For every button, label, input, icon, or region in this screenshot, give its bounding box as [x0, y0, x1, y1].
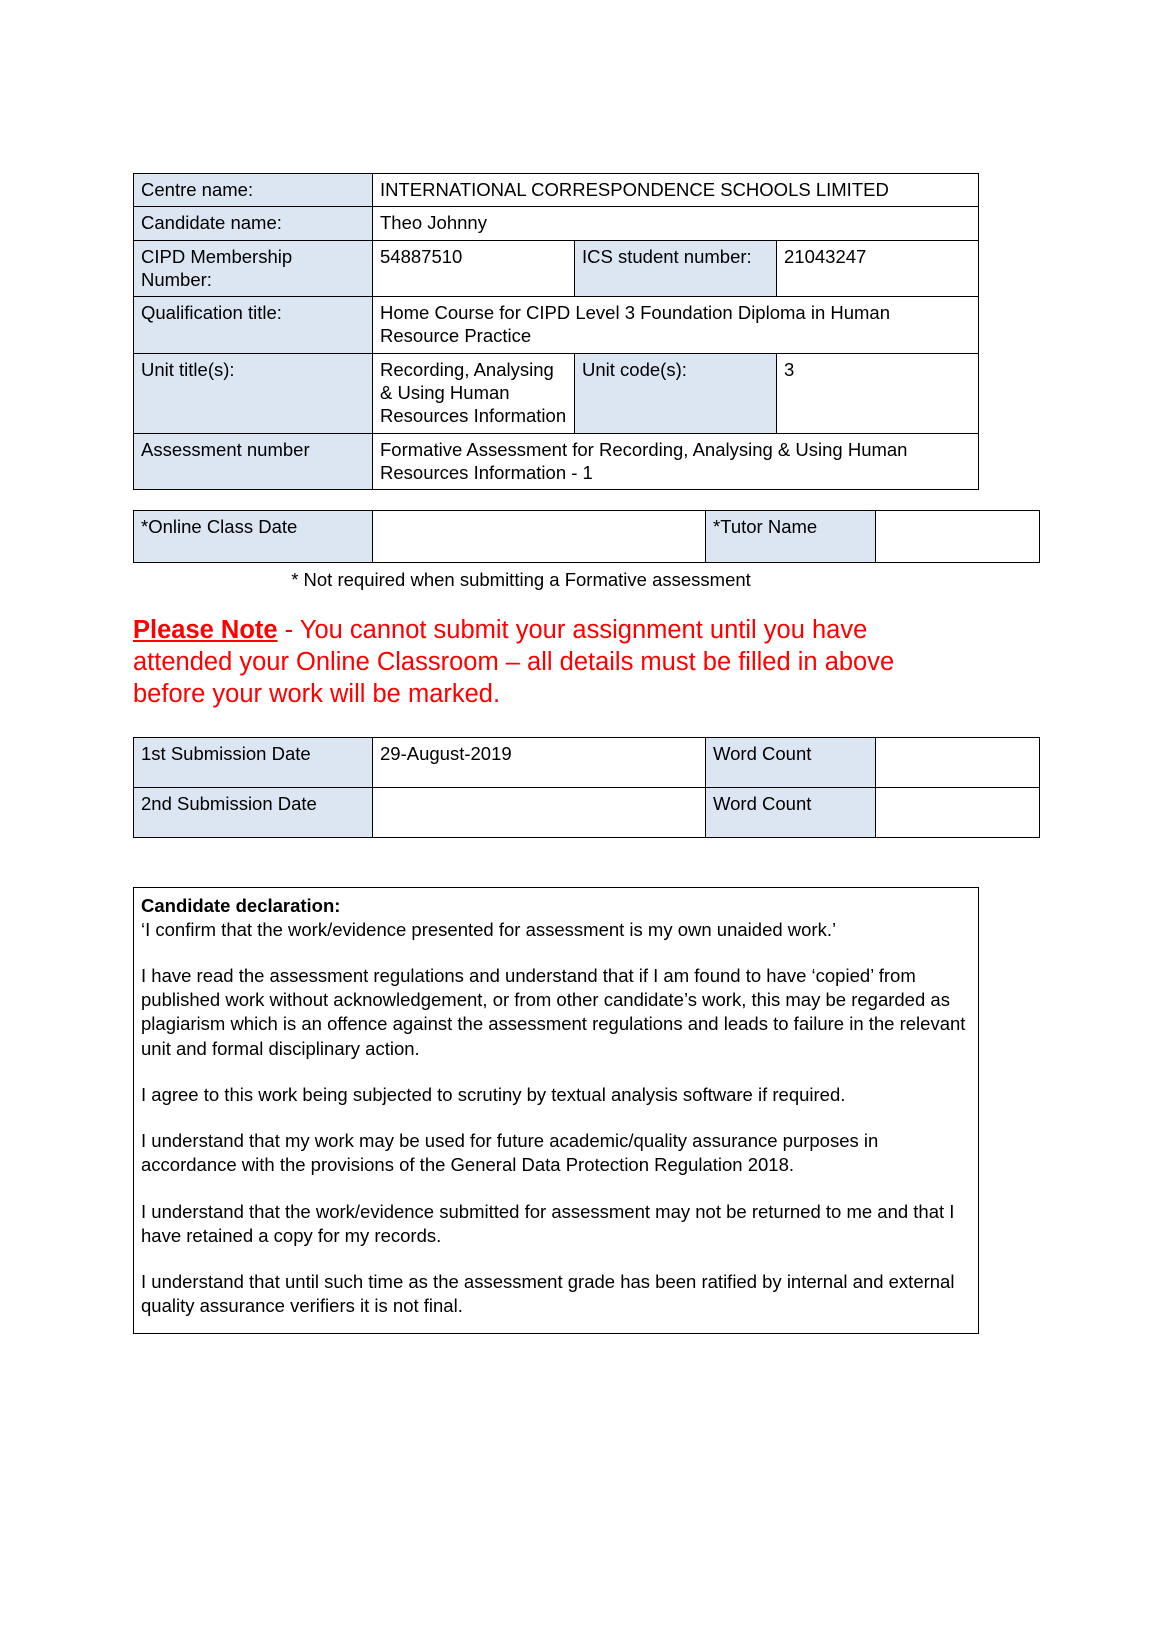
- ics-student-number-label: ICS student number:: [575, 240, 777, 297]
- tutor-name-value[interactable]: [876, 511, 1040, 563]
- declaration-paragraph-4: I understand that my work may be used for future academic/quality assurance purposes in accordance with the provisions of the General Data Protection Regulation 2018.: [141, 1130, 879, 1176]
- centre-name-label: Centre name:: [134, 174, 373, 207]
- declaration-paragraph-6: I understand that until such time as the assessment grade has been ratified by internal and external quality assurance verifiers it is not final.: [141, 1271, 955, 1317]
- please-note-text: [133, 614, 933, 711]
- assessment-details-table: [133, 173, 979, 490]
- spacer: [141, 1061, 970, 1083]
- spacer: [141, 1107, 970, 1129]
- online-class-date-label: *Online Class Date: [134, 511, 373, 563]
- candidate-declaration-title: Candidate declaration:: [141, 894, 341, 916]
- cipd-membership-number-label: CIPD Membership Number:: [134, 240, 373, 297]
- assessment-number-value[interactable]: Formative Assessment for Recording, Analysing & Using Human Resources Information - 1: [373, 433, 979, 490]
- unit-titles-value[interactable]: Recording, Analysing & Using Human Resources Information: [373, 353, 575, 433]
- declaration-paragraph-5: I understand that the work/evidence submitted for assessment may not be returned to me and that I have retained a copy for my records.: [141, 1200, 955, 1246]
- table-row: [134, 353, 979, 433]
- declaration-paragraph-3: I agree to this work being subjected to scrutiny by textual analysis software if required.: [141, 1083, 846, 1105]
- document-body: [133, 173, 979, 1334]
- first-submission-date-value[interactable]: 29-August-2019: [373, 737, 706, 787]
- unit-titles-label: Unit title(s):: [134, 353, 373, 433]
- table-row: [134, 207, 979, 240]
- second-submission-date-label: 2nd Submission Date: [134, 787, 373, 837]
- submission-table: [133, 737, 1040, 838]
- centre-name-value[interactable]: INTERNATIONAL CORRESPONDENCE SCHOOLS LIMITED: [373, 174, 979, 207]
- table-row: [134, 787, 1040, 837]
- assessment-number-label: Assessment number: [134, 433, 373, 490]
- first-word-count-label: Word Count: [706, 737, 876, 787]
- table-row: [134, 433, 979, 490]
- tutor-name-label: *Tutor Name: [706, 511, 876, 563]
- table-row: [134, 297, 979, 354]
- second-word-count-value[interactable]: [876, 787, 1040, 837]
- spacer: [141, 942, 970, 964]
- formative-footnote: * Not required when submitting a Formative assessment: [291, 569, 751, 591]
- table-row: [134, 737, 1040, 787]
- online-class-date-value[interactable]: [373, 511, 706, 563]
- second-submission-date-value[interactable]: [373, 787, 706, 837]
- unit-codes-label: Unit code(s):: [575, 353, 777, 433]
- qualification-title-value[interactable]: Home Course for CIPD Level 3 Foundation Diploma in Human Resource Practice: [373, 297, 979, 354]
- declaration-paragraph-1: ‘I confirm that the work/evidence presented for assessment is my own unaided work.’: [141, 918, 837, 940]
- table-row: [134, 240, 979, 297]
- cipd-membership-number-value[interactable]: 54887510: [373, 240, 575, 297]
- ics-student-number-value[interactable]: 21043247: [777, 240, 979, 297]
- please-note-emphasis: Please Note: [133, 615, 278, 644]
- unit-codes-value[interactable]: 3: [777, 353, 979, 433]
- candidate-declaration-box: [133, 887, 979, 1334]
- second-word-count-label: Word Count: [706, 787, 876, 837]
- spacer: [141, 1248, 970, 1270]
- candidate-name-label: Candidate name:: [134, 207, 373, 240]
- declaration-paragraph-2: I have read the assessment regulations and understand that if I am found to have ‘copied’ from published work without acknowledgement, or from other candidate’s work, this may be regarded as plagiarism which is an offence against the assessment regulations and leads to failure in the relevant unit and formal disciplinary action.: [141, 964, 966, 1059]
- please-note-body: - You cannot submit your assignment until you have attended your Online Classroom – all details must be filled in above before your work will be marked.: [133, 615, 895, 709]
- class-date-table: [133, 510, 1040, 563]
- candidate-name-value[interactable]: Theo Johnny: [373, 207, 979, 240]
- table-row: [134, 174, 979, 207]
- qualification-title-label: Qualification title:: [134, 297, 373, 354]
- table-row: [134, 511, 1040, 563]
- first-submission-date-label: 1st Submission Date: [134, 737, 373, 787]
- spacer: [141, 1178, 970, 1200]
- first-word-count-value[interactable]: [876, 737, 1040, 787]
